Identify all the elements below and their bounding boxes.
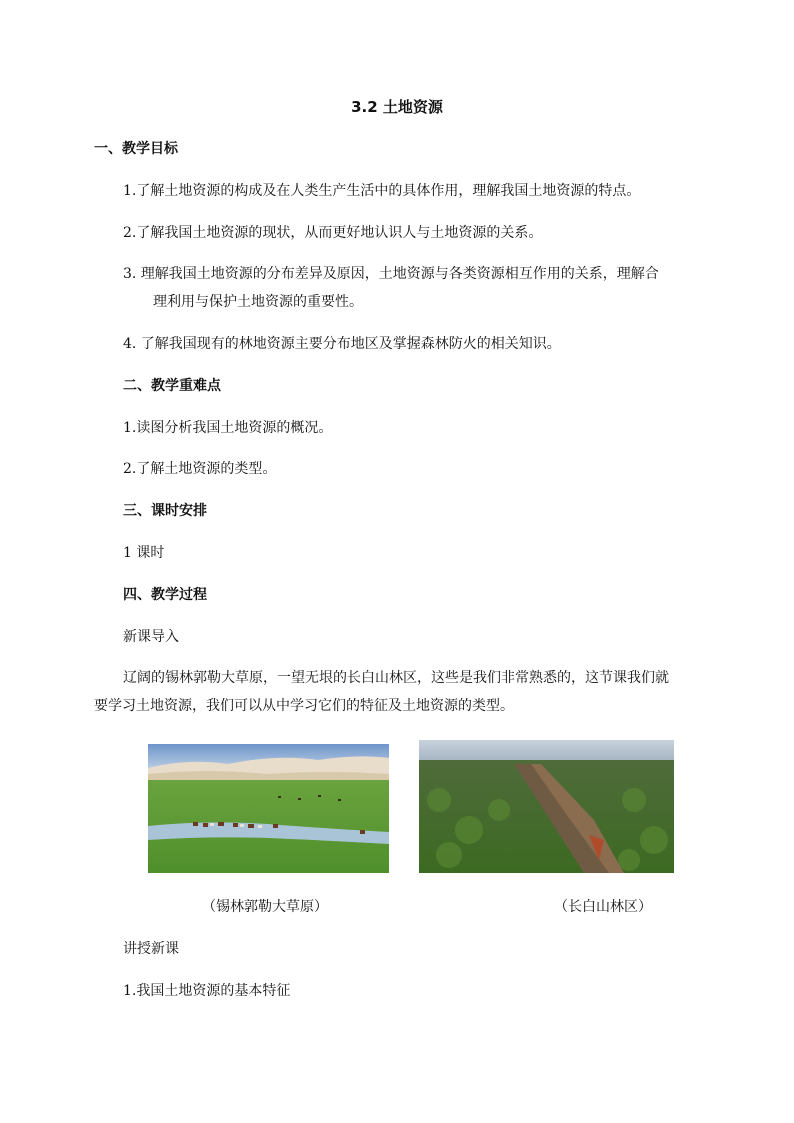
- section-heading-schedule: 三、课时安排: [123, 503, 207, 519]
- lesson-item-1: 1.我国土地资源的基本特征: [123, 983, 291, 999]
- new-lesson-label: 讲授新课: [123, 941, 179, 957]
- schedule-text: 1 课时: [123, 545, 165, 561]
- goal-item-3: 3. 理解我国土地资源的分布差异及原因，土地资源与各类资源相互作用的关系，理解合: [123, 266, 659, 282]
- difficulty-item-2: 2.了解土地资源的类型。: [123, 461, 277, 477]
- goal-item-3-cont: 理利用与保护土地资源的重要性。: [153, 294, 363, 310]
- caption-forest: （长白山林区）: [554, 899, 652, 915]
- forest-illustration: [419, 740, 674, 873]
- goal-item-4: 4. 了解我国现有的林地资源主要分布地区及掌握森林防火的相关知识。: [123, 336, 561, 352]
- grassland-illustration: [148, 744, 389, 873]
- goal-item-2: 2.了解我国土地资源的现状，从而更好地认识人与土地资源的关系。: [123, 225, 543, 241]
- goal-item-1: 1.了解土地资源的构成及在人类生产生活中的具体作用，理解我国土地资源的特点。: [123, 183, 641, 199]
- intro-paragraph-line-2: 要学习土地资源，我们可以从中学习它们的特征及土地资源的类型。: [94, 698, 514, 714]
- difficulty-item-1: 1.读图分析我国土地资源的概况。: [123, 420, 333, 436]
- intro-label: 新课导入: [123, 629, 179, 645]
- page-title: 3.2 土地资源: [351, 98, 443, 116]
- grassland-photo: [148, 744, 389, 873]
- caption-grassland: （锡林郭勒大草原）: [202, 899, 328, 915]
- section-heading-process: 四、教学过程: [123, 587, 207, 603]
- intro-paragraph-line-1: 辽阔的锡林郭勒大草原，一望无垠的长白山林区，这些是我们非常熟悉的，这节课我们就: [123, 670, 669, 686]
- section-heading-difficulties: 二、教学重难点: [123, 378, 221, 394]
- forest-photo: [419, 740, 674, 873]
- section-heading-goals: 一、教学目标: [94, 141, 178, 157]
